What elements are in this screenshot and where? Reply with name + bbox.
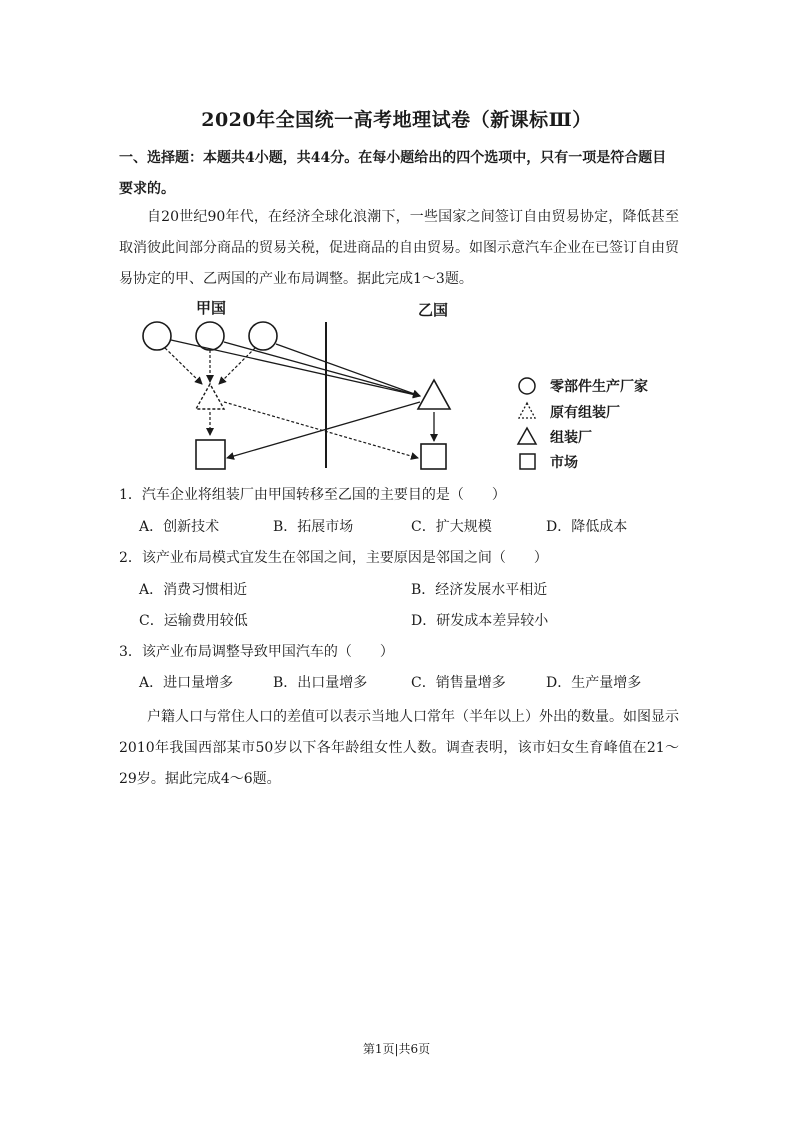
country-a-label: 甲国 (195, 299, 227, 317)
second-paragraph: 户籍人口与常住人口的差值可以表示当地人口常年（半年以上）外出的数量。如图显示2010年我国西部某市50岁以下各年龄组女性人数。调查表明，该市妇女生育峰值在21～29岁。据此完成4～6题。 (119, 709, 679, 787)
legend-label-market: 市场 (550, 455, 578, 471)
solid-flow (227, 402, 420, 458)
legend-label-assembly: 组装厂 (550, 430, 592, 446)
country-b-label: 乙国 (417, 301, 449, 319)
dashed-flow (165, 348, 202, 384)
question-2-option-c[interactable]: C．运输费用较低 (139, 613, 248, 629)
question-1-option-a[interactable]: A．创新技术 (139, 519, 220, 535)
dashed-triangle-icon (519, 403, 535, 418)
circle-icon (519, 378, 535, 394)
market-a (196, 440, 225, 469)
industry-layout-diagram (130, 292, 670, 482)
dashed-flow (219, 348, 255, 384)
parts-factory-2 (196, 322, 224, 350)
question-1-option-c[interactable]: C．扩大规模 (411, 519, 492, 535)
question-1-stem: 1．汽车企业将组装厂由甲国转移至乙国的主要目的是（ ） (119, 487, 506, 503)
question-3-option-c[interactable]: C．销售量增多 (411, 675, 506, 691)
page-title: 2020年全国统一高考地理试卷（新课标Ⅲ） (201, 109, 592, 131)
question-2-option-a[interactable]: A．消费习惯相近 (139, 582, 248, 598)
legend (518, 378, 648, 471)
parts-factory-3 (249, 322, 277, 350)
section-heading: 一、选择题：本题共4小题，共44分。在每小题给出的四个选项中，只有一项是符合题目要求的。 (119, 150, 667, 197)
triangle-icon (518, 428, 536, 444)
legend-label-parts: 零部件生产厂家 (550, 379, 648, 395)
square-icon (520, 454, 535, 469)
question-1-option-b[interactable]: B．拓展市场 (273, 519, 354, 535)
solid-flow (224, 342, 420, 396)
question-2-option-b[interactable]: B．经济发展水平相近 (411, 582, 548, 598)
question-3-option-b[interactable]: B．出口量增多 (273, 675, 368, 691)
assembly-plant (418, 380, 450, 409)
intro-paragraph: 自20世纪90年代，在经济全球化浪潮下，一些国家之间签订自由贸易协定，降低甚至取消彼此间部分商品的贸易关税，促进商品的自由贸易。如图示意汽车企业在已签订自由贸易协定的甲、乙两国的产业布局调整。据此完成1～3题。 (119, 209, 679, 287)
page-footer: 第1页|共6页 (362, 1042, 431, 1056)
legend-label-original: 原有组装厂 (550, 405, 620, 421)
question-2-option-d[interactable]: D．研发成本差异较小 (411, 613, 549, 629)
question-3-option-a[interactable]: A．进口量增多 (139, 675, 234, 691)
market-b (421, 444, 446, 469)
question-3-stem: 3．该产业布局调整导致甲国汽车的（ ） (119, 644, 394, 660)
solid-flow (276, 344, 420, 396)
question-2-stem: 2．该产业布局模式宜发生在邻国之间，主要原因是邻国之间（ ） (119, 550, 548, 566)
question-1-option-d[interactable]: D．降低成本 (546, 519, 628, 535)
parts-factory-1 (143, 322, 171, 350)
question-3-option-d[interactable]: D．生产量增多 (546, 675, 642, 691)
original-assembly-plant (196, 384, 224, 409)
